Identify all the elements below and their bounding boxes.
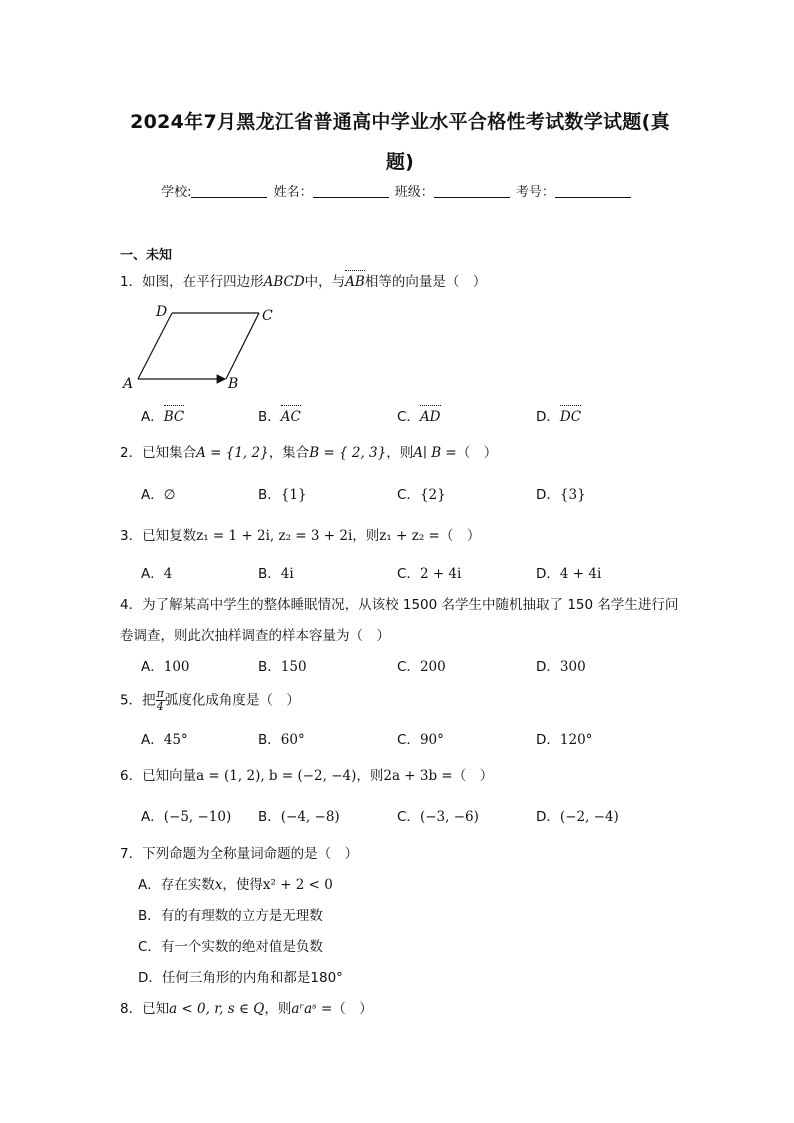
option-value: 120° — [559, 732, 593, 748]
option-label: A． — [141, 732, 164, 748]
option-text: 存在实数 — [160, 877, 215, 893]
q3-option-d[interactable] — [536, 562, 601, 582]
option-value: (−2, −4) — [559, 809, 619, 825]
q5-text-b: 弧度化成角度是（ ） — [164, 692, 300, 709]
q5-option-a[interactable] — [141, 728, 188, 748]
question-8 — [120, 997, 373, 1017]
option-value: (−3, −6) — [419, 809, 479, 825]
option-label: D． — [138, 970, 162, 986]
question-4-line-1: 4．为了解某高中学生的整体睡眠情况，从该校 1500 名学生中随机抽取了 150 名学生进行问 — [120, 597, 679, 613]
option-label: A． — [141, 809, 164, 825]
q8-expression-2: aʳaˢ = — [291, 1001, 333, 1017]
parallelogram-figure — [118, 300, 288, 395]
q6-text-a: 6．已知向量 — [120, 768, 197, 784]
q2-set-a: A = {1, 2} — [196, 445, 269, 461]
vertex-b-label: B — [228, 376, 239, 392]
option-label: C． — [397, 409, 420, 425]
student-info-row — [0, 181, 794, 200]
school-blank[interactable] — [191, 185, 267, 198]
q6-option-b[interactable] — [258, 805, 340, 825]
exam-number-blank[interactable] — [555, 185, 631, 198]
q5-text-a: 5．把 — [120, 692, 156, 709]
q8-text-c: （ ） — [332, 1001, 373, 1017]
option-math-2: x² + 2 < 0 — [262, 877, 333, 893]
question-7: 7．下列命题为全称量词命题的是（ ） — [120, 846, 359, 862]
name-label: 姓名： — [273, 185, 313, 200]
name-blank[interactable] — [313, 185, 389, 198]
option-label: B． — [258, 732, 281, 748]
q1-text-b: 中，与 — [304, 274, 346, 290]
q1-vector: AB — [345, 274, 365, 290]
option-label: B． — [138, 908, 161, 924]
option-label: D． — [536, 809, 560, 825]
option-value: ∅ — [163, 487, 176, 503]
option-label: D． — [536, 409, 560, 425]
vertex-c-label: C — [262, 308, 273, 324]
q5-option-c[interactable] — [397, 728, 444, 748]
option-label: A． — [138, 877, 161, 893]
option-label: C． — [397, 487, 420, 503]
q3-text-c: （ ） — [439, 528, 481, 544]
q6-text-c: （ ） — [452, 768, 494, 784]
title-line-2: 题) — [385, 151, 415, 173]
q5-fraction — [156, 688, 165, 713]
option-vector: DC — [559, 409, 582, 425]
option-label: B． — [258, 659, 281, 675]
q2-text-c: ，则 — [386, 445, 414, 461]
q3-option-b[interactable] — [258, 562, 294, 582]
option-value: {3} — [559, 487, 586, 503]
q8-text-b: ，则 — [264, 1001, 292, 1017]
fraction-denominator: 4 — [156, 700, 164, 713]
option-label: D． — [536, 732, 560, 748]
question-6 — [120, 764, 493, 784]
option-value: 100 — [163, 659, 190, 675]
q6-text-b: ，则 — [356, 768, 384, 784]
option-vector: AC — [280, 409, 301, 425]
q4-option-c[interactable] — [397, 655, 446, 675]
option-value: {2} — [419, 487, 446, 503]
question-1 — [120, 270, 486, 290]
q6-option-a[interactable] — [141, 805, 231, 825]
option-label: C． — [397, 566, 420, 582]
edge-cb — [226, 313, 259, 379]
option-label: C． — [138, 939, 161, 955]
option-value: (−5, −10) — [163, 809, 232, 825]
option-value: 4 — [163, 566, 173, 582]
q2-option-b[interactable] — [258, 483, 307, 503]
q4-option-d[interactable] — [536, 655, 586, 675]
option-value: 300 — [559, 659, 586, 675]
q3-text-a: 3．已知复数 — [120, 528, 197, 544]
q2-set-b: B = { 2, 3} — [309, 445, 387, 461]
q7-option-b[interactable] — [138, 904, 323, 924]
q6-option-c[interactable] — [397, 805, 479, 825]
q1-text-c: 相等的向量是（ ） — [364, 274, 487, 290]
question-4-line-2: 卷调查，则此次抽样调查的样本容量为（ ） — [120, 628, 390, 644]
q4-option-b[interactable] — [258, 655, 307, 675]
vertex-d-label: D — [156, 304, 168, 320]
fraction-numerator: π — [156, 687, 164, 700]
q2-expression: A∣ B = — [413, 445, 457, 461]
option-value: {1} — [280, 487, 307, 503]
option-value: 4i — [280, 566, 294, 582]
q6-option-d[interactable] — [536, 805, 619, 825]
option-math: x — [214, 877, 223, 893]
title-line-1: 2024年7月黑龙江省普通高中学业水平合格性考试数学试题(真 — [130, 111, 670, 133]
option-label: A． — [141, 487, 164, 503]
option-label: C． — [397, 809, 420, 825]
q2-option-a[interactable] — [141, 483, 176, 503]
q2-option-d[interactable] — [536, 483, 586, 503]
class-blank[interactable] — [434, 185, 510, 198]
question-2 — [120, 441, 497, 461]
option-label: C． — [397, 732, 420, 748]
option-value: 150 — [280, 659, 307, 675]
option-label: C． — [397, 659, 420, 675]
option-text: 有的有理数的立方是无理数 — [160, 908, 323, 924]
exam-number-label: 考号： — [515, 185, 555, 200]
option-label: D． — [536, 566, 560, 582]
page-title — [110, 102, 690, 182]
option-value: 2 + 4i — [419, 566, 462, 582]
school-label: 学校: — [161, 185, 192, 200]
q6-expression-2: 2a + 3b = — [383, 768, 453, 784]
question-5 — [120, 688, 300, 713]
question-3 — [120, 524, 480, 544]
q5-option-b[interactable] — [258, 728, 305, 748]
q6-expression: a = (1, 2), b = (−2, −4) — [196, 768, 357, 784]
option-label: B． — [258, 809, 281, 825]
vertex-a-label: A — [123, 376, 134, 392]
option-label: B． — [258, 409, 281, 425]
option-value: 200 — [419, 659, 446, 675]
q2-text-b: ，集合 — [268, 445, 310, 461]
q2-text-a: 2．已知集合 — [120, 445, 197, 461]
option-vector: BC — [163, 409, 185, 425]
option-text: 任何三角形的内角和都是180° — [161, 970, 343, 986]
q7-option-d[interactable] — [138, 966, 343, 986]
option-label: D． — [536, 487, 560, 503]
q1-option-d[interactable] — [536, 405, 581, 425]
q1-option-c[interactable] — [397, 405, 441, 425]
edge-da — [138, 313, 172, 379]
q8-text-a: 8．已知 — [120, 1001, 170, 1017]
option-value: 60° — [280, 732, 305, 748]
q3-expression-2: z₁ + z₂ = — [379, 528, 440, 544]
option-label: A． — [141, 659, 164, 675]
q1-text-a: 1．如图，在平行四边形 — [120, 274, 264, 290]
option-text: 有一个实数的绝对值是负数 — [160, 939, 323, 955]
option-label: B． — [258, 487, 281, 503]
q7-option-a[interactable] — [138, 873, 333, 893]
option-label: B． — [258, 566, 281, 582]
q4-option-a[interactable] — [141, 655, 190, 675]
option-label: A． — [141, 566, 164, 582]
q2-option-c[interactable] — [397, 483, 446, 503]
q3-expression: z₁ = 1 + 2i, z₂ = 3 + 2i — [196, 528, 353, 544]
option-text-b: ，使得 — [222, 877, 263, 893]
option-label: A． — [141, 409, 164, 425]
q8-expression: a < 0, r, s ∈ Q — [169, 1001, 265, 1017]
q1-shape: ABCD — [263, 274, 305, 290]
option-vector: AD — [419, 409, 441, 425]
q7-option-c[interactable] — [138, 935, 323, 955]
q5-option-d[interactable] — [536, 728, 592, 748]
option-value: 90° — [419, 732, 444, 748]
q1-option-a[interactable] — [141, 405, 184, 425]
section-heading: 一、未知 — [120, 248, 173, 263]
q2-text-d: （ ） — [456, 445, 498, 461]
option-value: 4 + 4i — [559, 566, 602, 582]
q3-option-c[interactable] — [397, 562, 461, 582]
option-value: 45° — [163, 732, 188, 748]
option-label: D． — [536, 659, 560, 675]
q3-text-b: ，则 — [352, 528, 380, 544]
class-label: 班级： — [394, 185, 434, 200]
q3-option-a[interactable] — [141, 562, 172, 582]
option-value: (−4, −8) — [280, 809, 340, 825]
q1-option-b[interactable] — [258, 405, 301, 425]
